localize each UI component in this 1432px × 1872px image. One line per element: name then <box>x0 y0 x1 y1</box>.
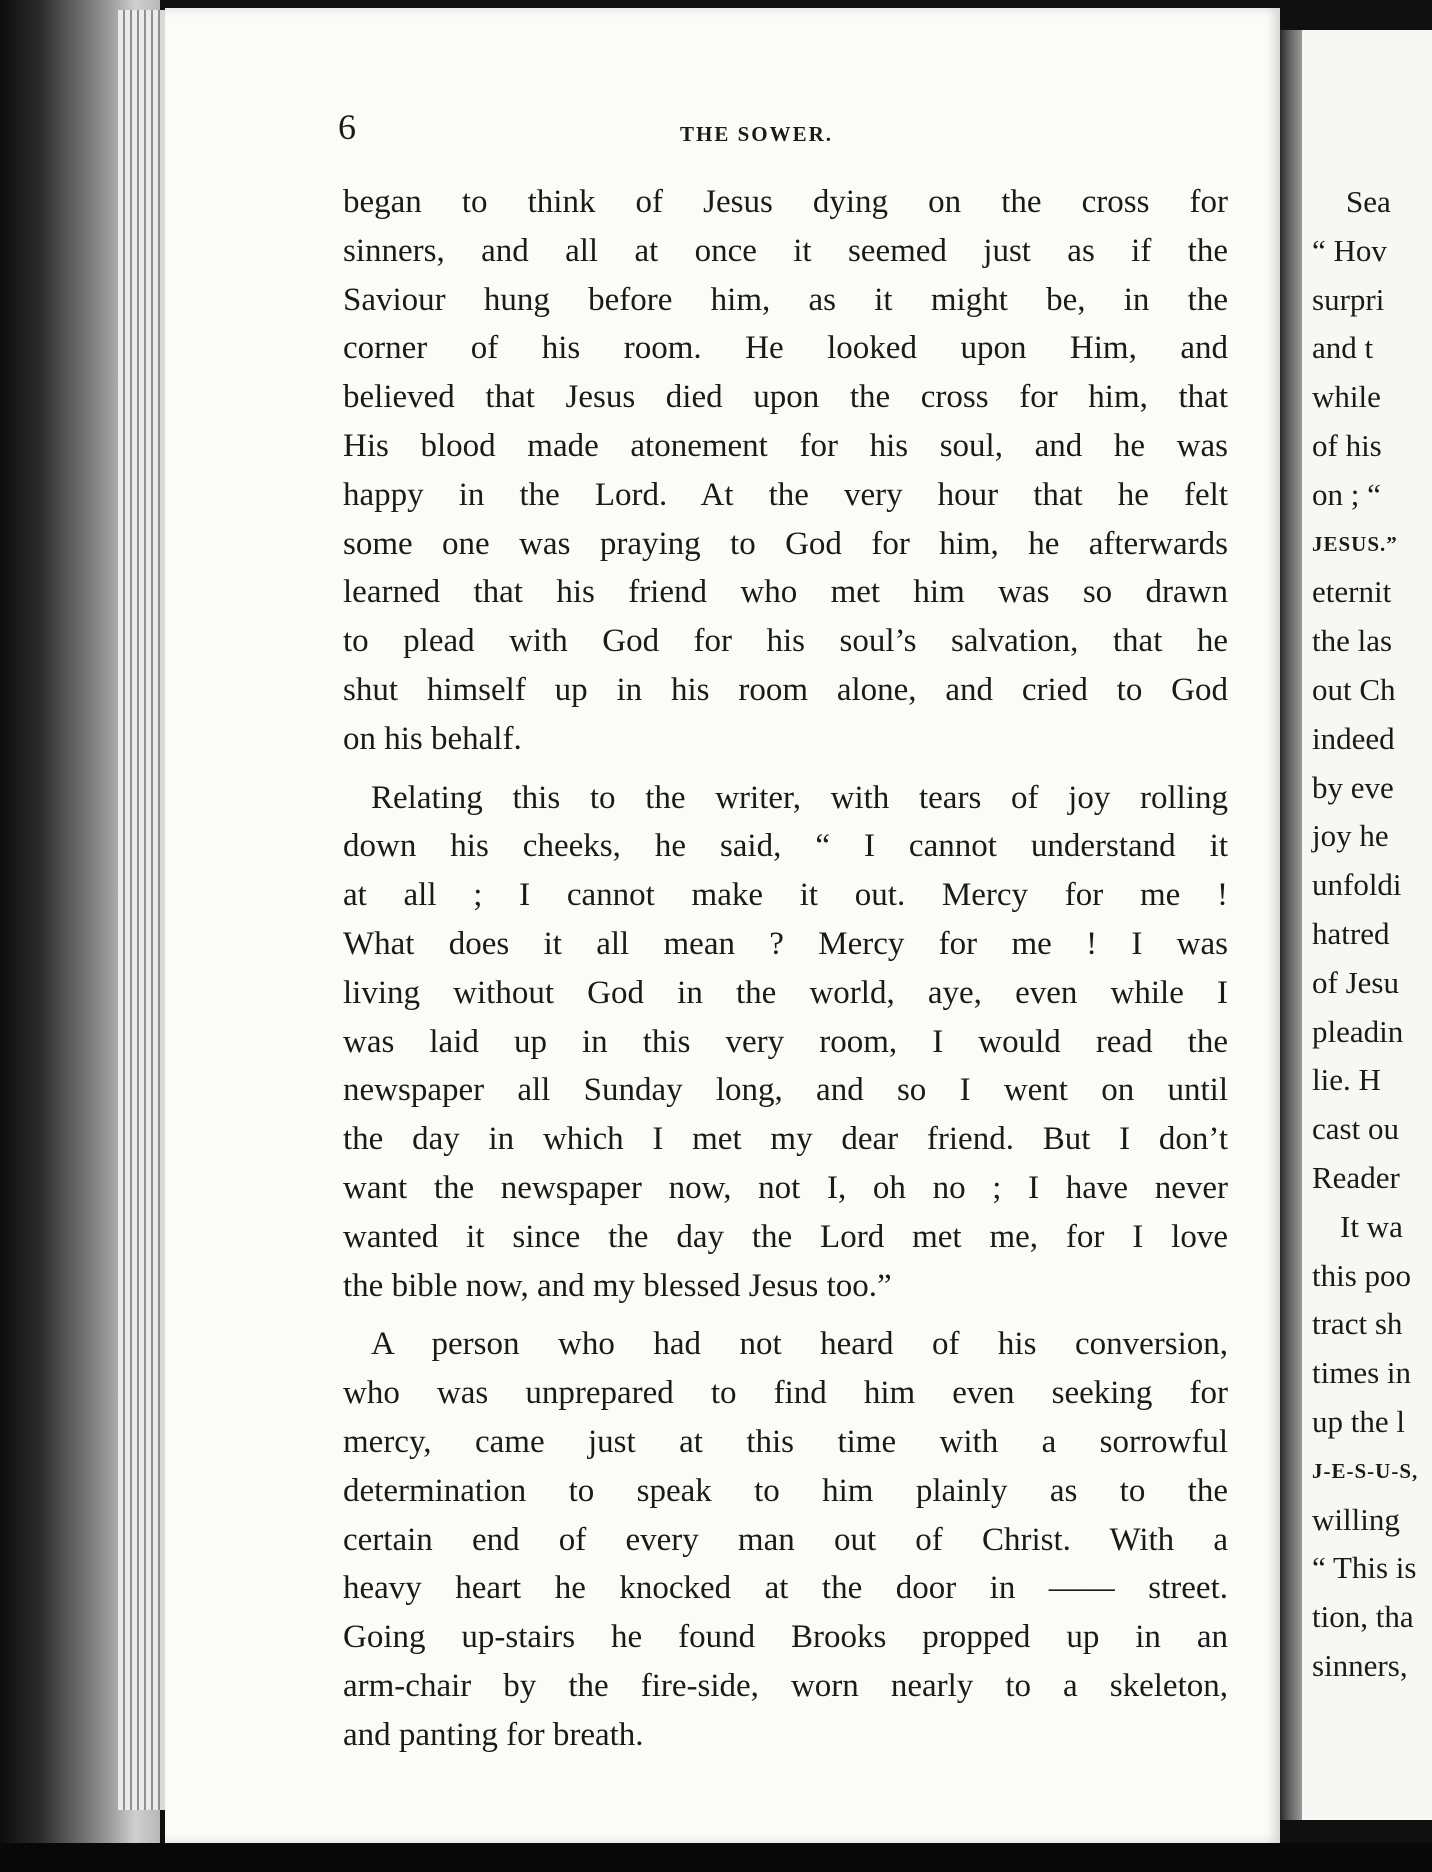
facing-line: Sea <box>1346 184 1391 219</box>
facing-page-text <box>1312 178 1432 1691</box>
text-line: certain end of every man out of Christ. With a <box>343 1521 1228 1558</box>
facing-line: times in <box>1312 1355 1412 1391</box>
text-line: Going up-stairs he found Brooks propped up in an <box>343 1619 1228 1656</box>
facing-line: willing <box>1312 1501 1400 1537</box>
facing-line: by eve <box>1312 769 1394 805</box>
facing-line: It wa <box>1340 1208 1403 1244</box>
facing-line: of his <box>1312 427 1382 463</box>
facing-line: the las <box>1312 623 1393 659</box>
text-line: want the newspaper now, not I, oh no ; I have never <box>343 1169 1228 1206</box>
facing-line: out Ch <box>1312 671 1396 707</box>
facing-line: sinners, <box>1312 1647 1408 1683</box>
facing-line: pleadin <box>1312 1013 1404 1049</box>
text-line: mercy, came just at this time with a sorrowful <box>343 1423 1228 1460</box>
text-line: corner of his room. He looked upon Him, and <box>343 330 1228 367</box>
paragraph-2 <box>343 774 1228 1311</box>
facing-line: surpri <box>1312 281 1385 317</box>
text-line: Saviour hung before him, as it might be, in the <box>343 281 1228 318</box>
facing-line: eternit <box>1312 574 1392 610</box>
text-line: and panting for breath. <box>343 1716 644 1753</box>
text-line: down his cheeks, he said, “ I cannot understand it <box>343 828 1228 865</box>
text-line: sinners, and all at once it seemed just as if the <box>343 232 1228 269</box>
text-line: who was unprepared to find him even seeking for <box>343 1375 1228 1412</box>
text-line: determination to speak to him plainly as to the <box>343 1472 1228 1509</box>
facing-line: on ; “ <box>1312 476 1381 512</box>
page-number: 6 <box>338 107 356 147</box>
facing-line: lie. H <box>1312 1062 1381 1098</box>
text-line: wanted it since the day the Lord met me, for I love <box>343 1218 1228 1255</box>
text-line: His blood made atonement for his soul, and he was <box>343 427 1228 464</box>
running-title: THE SOWER. <box>680 122 834 146</box>
text-line: What does it all mean ? Mercy for me ! I was <box>343 925 1228 962</box>
text-line: newspaper all Sunday long, and so I went on until <box>343 1072 1228 1109</box>
text-line: A person who had not heard of his conversion, <box>371 1326 1228 1363</box>
text-line: the day in which I met my dear friend. But I don’t <box>343 1121 1228 1158</box>
text-line: on his behalf. <box>343 720 522 757</box>
text-line: arm-chair by the fire-side, worn nearly to a skeleton, <box>343 1667 1228 1704</box>
text-line: was laid up in this very room, I would read the <box>343 1023 1228 1060</box>
text-line: living without God in the world, aye, even while I <box>343 974 1228 1011</box>
facing-line: while <box>1312 379 1381 415</box>
page-stack-edges <box>118 10 168 1810</box>
facing-line: “ This is <box>1312 1550 1417 1586</box>
text-line: happy in the Lord. At the very hour that he felt <box>343 476 1228 513</box>
text-line: at all ; I cannot make it out. Mercy for me ! <box>343 877 1228 914</box>
facing-line: indeed <box>1312 720 1395 756</box>
facing-line: this poo <box>1312 1257 1412 1293</box>
text-line: believed that Jesus died upon the cross for him, that <box>343 379 1228 416</box>
text-line: the bible now, and my blessed Jesus too.” <box>343 1267 892 1304</box>
text-line: began to think of Jesus dying on the cross for <box>343 184 1228 220</box>
book-gutter <box>1280 30 1302 1820</box>
facing-line: joy he <box>1312 818 1389 854</box>
text-line: shut himself up in his room alone, and cried to God <box>343 671 1228 708</box>
facing-line: “ Hov <box>1312 232 1387 268</box>
facing-line: tract sh <box>1312 1306 1403 1342</box>
facing-line: up the l <box>1312 1403 1405 1439</box>
main-body-text <box>343 178 1228 1760</box>
text-line: learned that his friend who met him was so drawn <box>343 574 1228 611</box>
text-line: heavy heart he knocked at the door in —— street. <box>343 1570 1228 1607</box>
scan-border-bottom <box>0 1843 1432 1872</box>
facing-line: JESUS.” <box>1312 531 1398 556</box>
facing-line: hatred <box>1312 915 1390 951</box>
facing-line: of Jesu <box>1312 964 1399 1000</box>
facing-line: J-E-S-U-S, <box>1312 1458 1419 1483</box>
paragraph-3 <box>343 1320 1228 1759</box>
text-line: some one was praying to God for him, he afterwards <box>343 525 1228 562</box>
text-line: to plead with God for his soul’s salvation, that he <box>343 623 1228 660</box>
facing-line: tion, tha <box>1312 1599 1414 1635</box>
facing-line: unfoldi <box>1312 867 1402 903</box>
paragraph-1 <box>343 178 1228 764</box>
facing-line: and t <box>1312 330 1374 366</box>
facing-line: Reader <box>1312 1159 1400 1195</box>
text-line: Relating this to the writer, with tears of joy rolling <box>371 779 1228 816</box>
facing-line: cast ou <box>1312 1111 1399 1147</box>
